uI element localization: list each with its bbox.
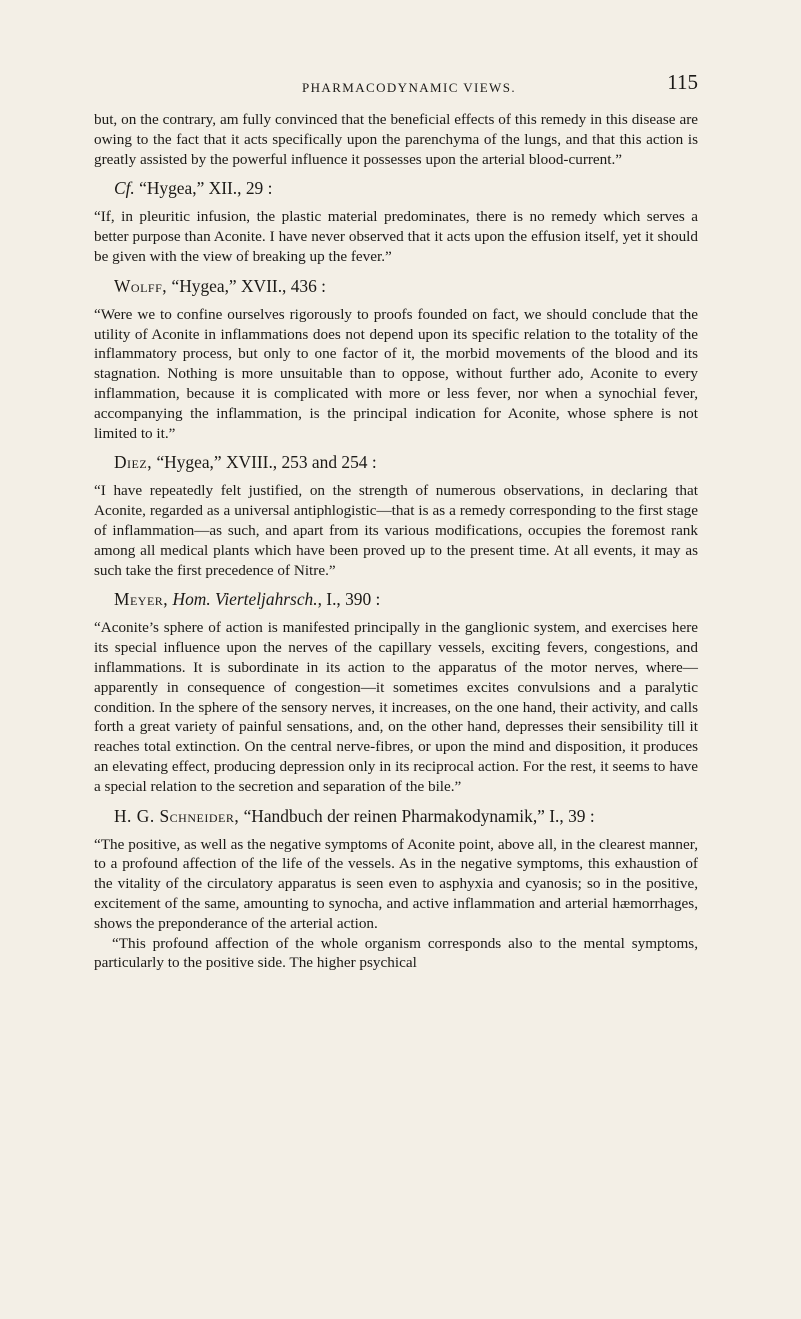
quote-paragraph: “Were we to confine ourselves rigorously to proofs founded on fact, we should conclude that the utility of Aconite in inflammations does not depend upon its specific relation to the totality of the inflammatory process, but only to one factor of it, the morbid movements of the blood and its stagnation. Nothing is more unsuitable than to oppose, without further ado, Aconite to every inflammation, because it is complicated with more or less fever, nor when a synochial fever, accompanying the inflammation, is the principal indication for Aconite, whose sphere is not limited to it.” — [94, 305, 698, 442]
citation-source: “Hygea,” XII., 29 : — [139, 178, 273, 199]
quote-paragraph: “I have repeatedly felt justified, on the strength of numerous observations, in declaring that Aconite, regarded as a universal antiphlogistic—that is as a remedy corresponding to the first stage of inflammation—as such, and apart from its various modifications, occupies the foremost rank among all medical plants which have been proved up to the present time. At all events, it may as such take the first precedence of Nitre.” — [94, 482, 698, 579]
citation-source: “Hygea,” XVIII., 253 and 254 : — [156, 452, 377, 473]
citation-heading — [114, 177, 698, 199]
citation-source: “Hygea,” XVII., 436 : — [171, 275, 326, 296]
page-body — [94, 110, 698, 973]
citation-author: Cf. — [114, 178, 135, 199]
citation-author: Meyer, — [114, 589, 169, 610]
page-number: 115 — [667, 70, 698, 94]
citation-source: “Handbuch der reinen Pharmakodynamik,” I., 39 : — [243, 805, 595, 826]
citation-source: , I., 390 : — [317, 589, 381, 610]
citation-author: Diez, — [114, 452, 153, 473]
citation-author: H. G. Schneider, — [114, 805, 240, 826]
citation-heading — [114, 451, 698, 473]
citation-source-title: Hom. Vierteljahrsch. — [172, 589, 318, 610]
citation-heading — [114, 805, 698, 827]
citation-author: Wolff, — [114, 275, 168, 296]
page-header — [120, 70, 698, 110]
quote-paragraph: “This profound affection of the whole organism corresponds also to the mental symptoms, particularly to the positive side. The higher psychical — [94, 934, 698, 972]
quote-paragraph: “Aconite’s sphere of action is manifested principally in the ganglionic system, and exercises here its special influence upon the nerves of the capillary vessels, exciting fevers, congestions, and inflammations. It is subordinate in its action to the apparatus of the motor nerves, where—apparently in consequence of congestion—it sometimes excites convulsions and a paralytic condition. In the sphere of the sensory nerves, it increases, on the one hand, their activity, and calls forth a great variety of painful sensations, and, on the other hand, depresses their sensibility till it reaches total extinction. On the central nerve-fibres, or upon the mind and disposition, it produces an elevating effect, producing depression only in its reciprocal action. For the rest, it seems to have a special relation to the secretion and separation of the bile.” — [94, 619, 698, 795]
citation-heading — [114, 275, 698, 297]
quote-paragraph: “The positive, as well as the negative symptoms of Aconite point, above all, in the clearest manner, to a profound affection of the life of the vessels. As in the negative symptoms, this exhaustion of the vitality of the circulatory apparatus is seen even to asphyxia and cyanosis; so in the positive, excitement of the same, amounting to synocha, and active inflammation and arterial hæmorrhages, shows the preponderance of the arterial action. — [94, 835, 698, 932]
quote-paragraph: “If, in pleuritic infusion, the plastic material predominates, there is no remedy which serves a better purpose than Aconite. I have never observed that it acts upon the effusion itself, yet it should be given with the view of breaking up the fever.” — [94, 208, 698, 265]
running-title: PHARMACODYNAMIC VIEWS. — [301, 80, 517, 95]
citation-heading — [114, 588, 698, 610]
quote-paragraph: but, on the contrary, am fully convinced that the beneficial effects of this remedy in this disease are owing to the fact that it acts specifically upon the parenchyma of the lungs, and that this action is greatly assisted by the powerful influence it possesses upon the arterial blood-current.” — [94, 111, 698, 168]
